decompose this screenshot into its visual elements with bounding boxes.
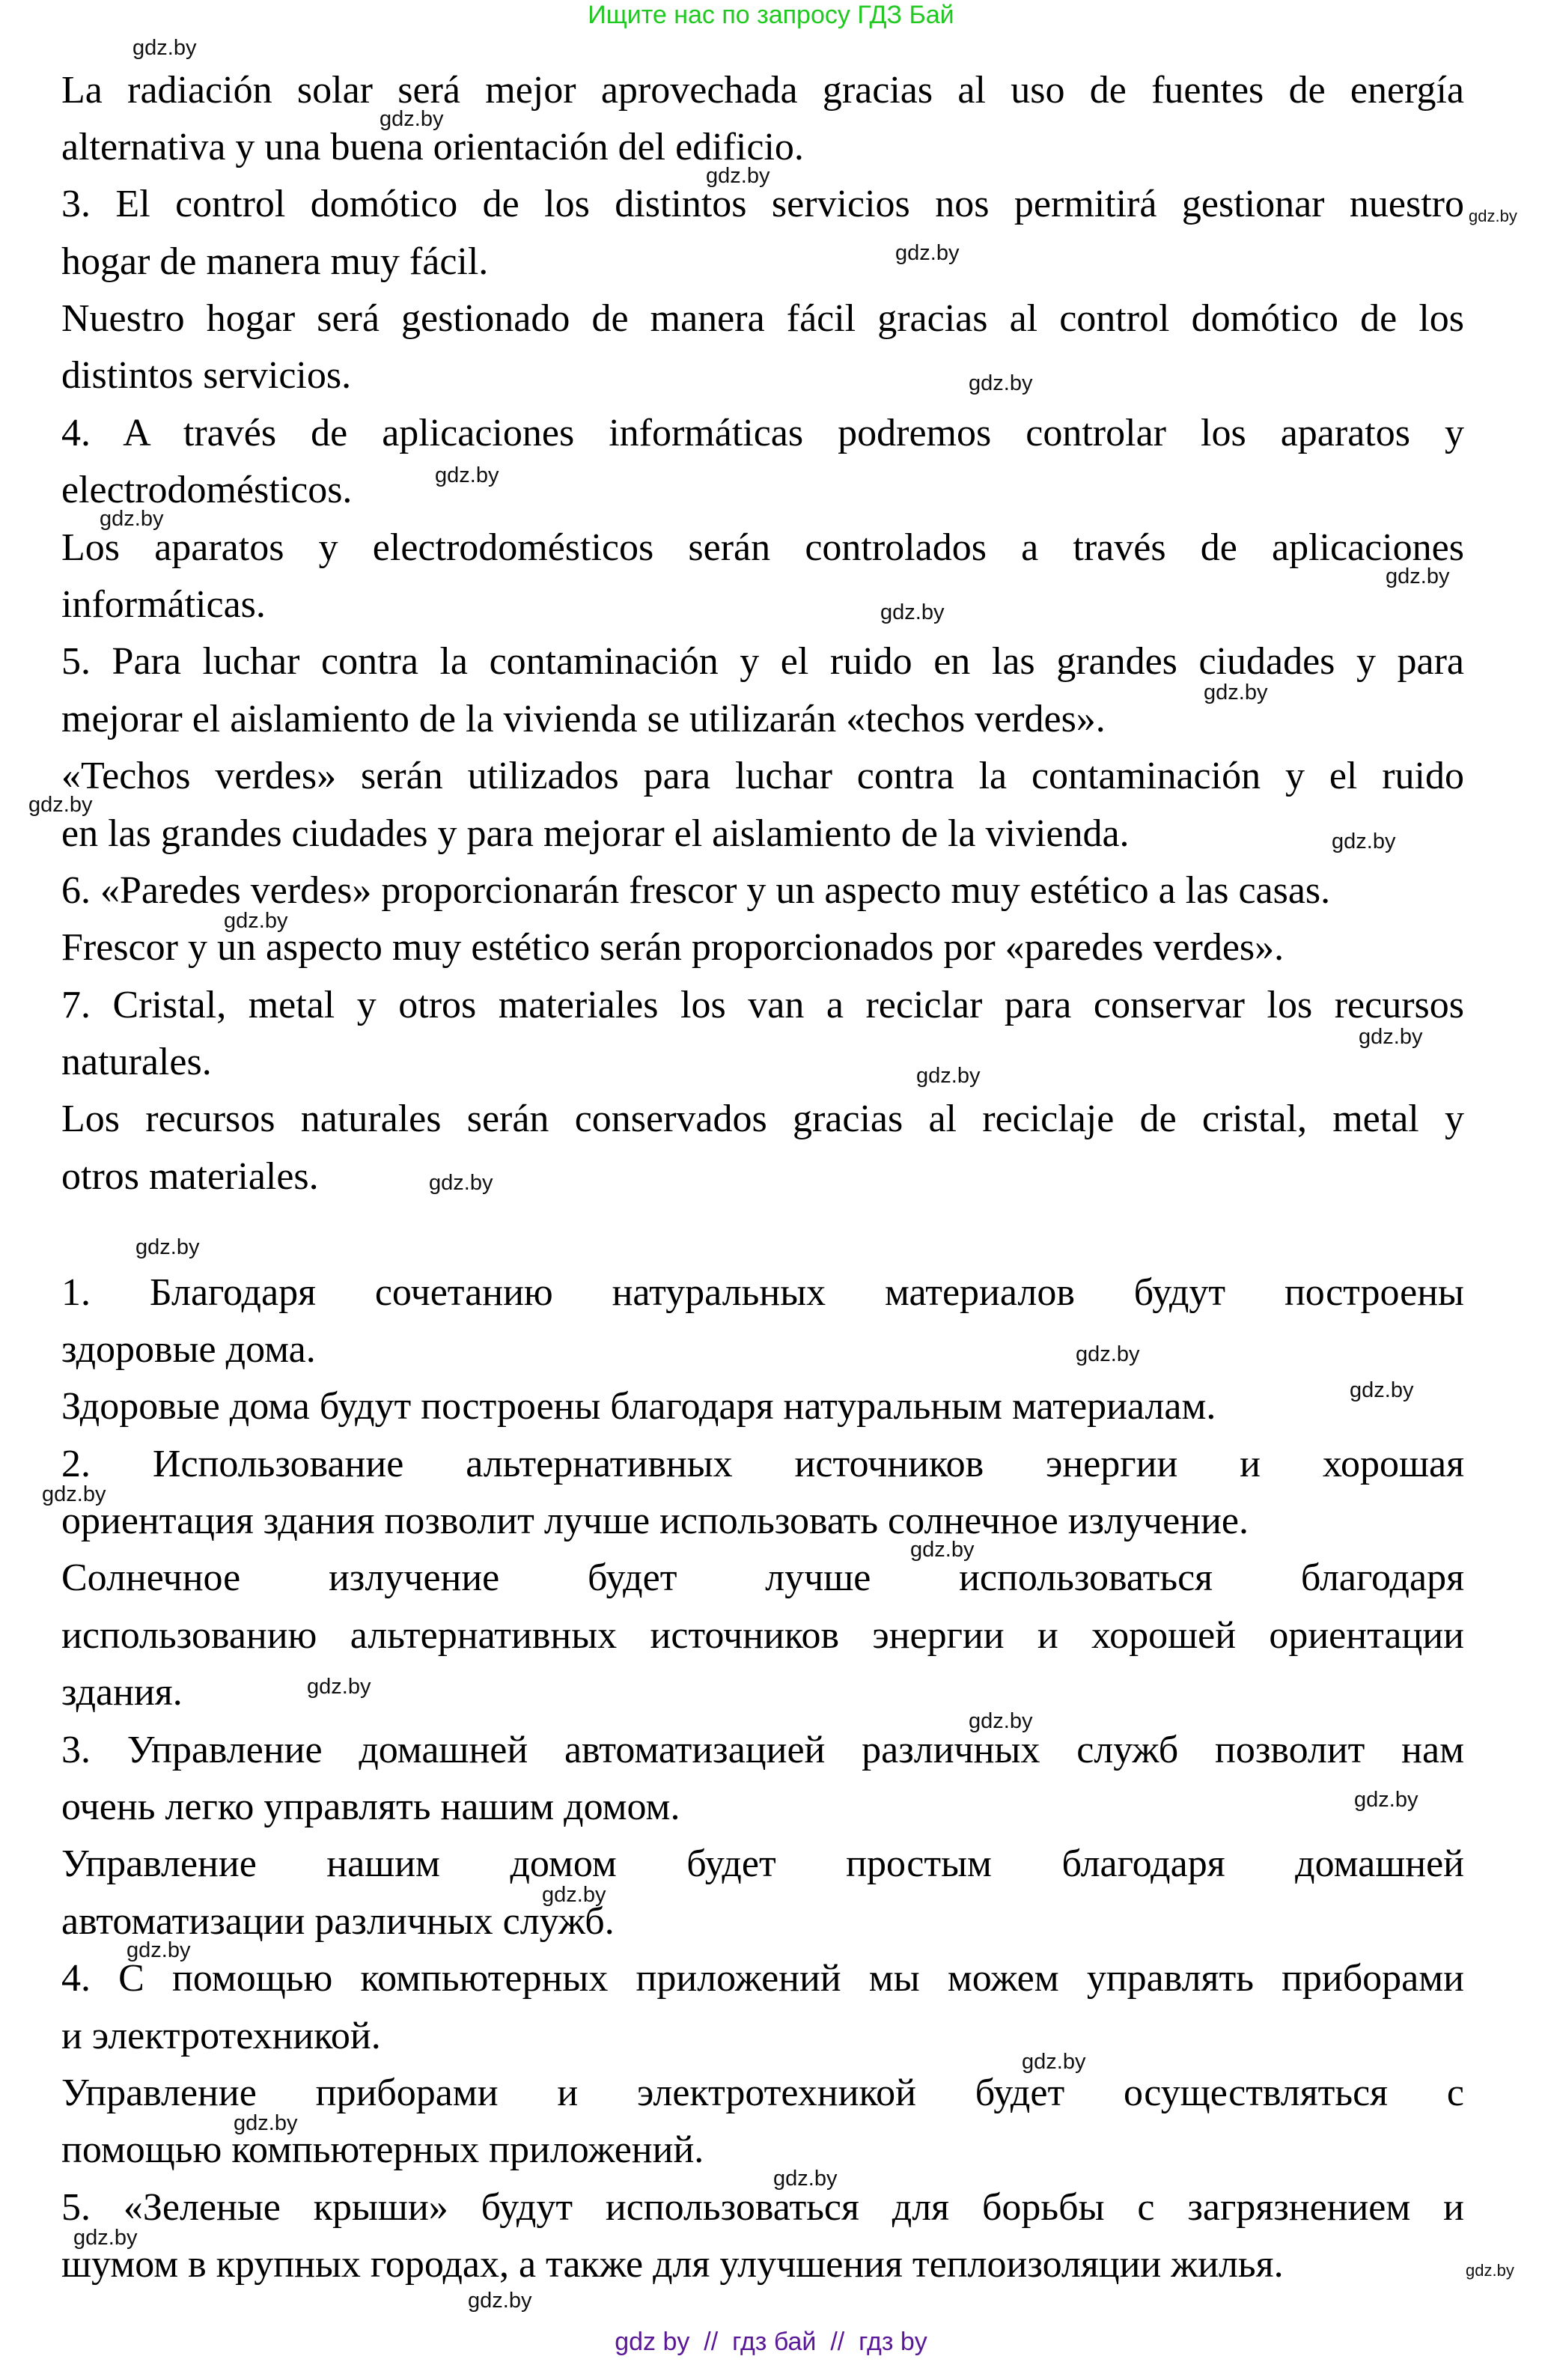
text-line: otros materiales. [61, 1155, 319, 1198]
text-line: en las grandes ciudades y para mejorar el aislamiento de la vivienda. [61, 812, 1130, 855]
text-line: 1. Благодаря сочетанию натуральных материалов будут построены [61, 1271, 1464, 1314]
watermark: gdz.by [1469, 207, 1517, 225]
watermark: gdz.by [1466, 2261, 1514, 2280]
watermark: gdz.by [380, 107, 444, 131]
text-line: «Techos verdes» serán utilizados para luchar contra la contaminación y el ruido [61, 755, 1464, 797]
text-line: Управление нашим домом будет простым благодаря домашней [61, 1842, 1464, 1885]
text-line: Frescor y un aspecto muy estético serán proporcionados por «paredes verdes». [61, 926, 1285, 969]
watermark: gdz.by [42, 1482, 106, 1506]
text-line: alternativa y una buena orientación del edificio. [61, 126, 804, 168]
watermark: gdz.by [895, 241, 960, 265]
text-line: Здоровые дома будут построены благодаря натуральным материалам. [61, 1385, 1216, 1428]
text-line: electrodomésticos. [61, 469, 353, 511]
watermark: gdz.by [127, 1938, 191, 1962]
text-line: помощью компьютерных приложений. [61, 2128, 704, 2171]
watermark: gdz.by [429, 1171, 493, 1195]
text-line: distintos servicios. [61, 354, 352, 397]
text-line: hogar de manera muy fácil. [61, 240, 489, 283]
text-line: 5. «Зеленые крыши» будут использоваться для борьбы с загрязнением и [61, 2186, 1464, 2229]
text-line: informáticas. [61, 583, 266, 626]
watermark: gdz.by [880, 600, 945, 624]
text-line: Los aparatos y electrodomésticos serán controlados a través de aplicaciones [61, 526, 1464, 569]
text-line: Nuestro hogar será gestionado de manera fácil gracias al control domótico de los [61, 297, 1464, 340]
text-line: 3. El control domótico de los distintos servicios nos permitirá gestionar nuestro [61, 183, 1464, 225]
text-line: шумом в крупных городах, а также для улучшения теплоизоляции жилья. [61, 2243, 1284, 2286]
watermark: gdz.by [1350, 1378, 1414, 1402]
text-line: здания. [61, 1671, 183, 1714]
watermark: gdz.by [100, 507, 164, 531]
watermark: gdz.by [224, 909, 288, 933]
text-line: Управление приборами и электротехникой будет осуществляться с [61, 2072, 1464, 2114]
watermark: gdz.by [28, 793, 93, 817]
watermark: gdz.by [773, 2167, 838, 2191]
footer-links[interactable]: gdz by // гдз бай // гдз by [615, 2328, 927, 2356]
watermark: gdz.by [468, 2289, 532, 2313]
watermark: gdz.by [1076, 1342, 1140, 1366]
watermark: gdz.by [1332, 830, 1396, 853]
text-line: очень легко управлять нашим домом. [61, 1786, 680, 1828]
text-line: Los recursos naturales serán conservados gracias al reciclaje de cristal, metal y [61, 1098, 1464, 1140]
watermark: gdz.by [910, 1538, 975, 1562]
text-line: 4. С помощью компьютерных приложений мы можем управлять приборами [61, 1957, 1464, 2000]
text-line: La radiación solar será mejor aprovechada gracias al uso de fuentes de energía [61, 69, 1464, 112]
text-line: автоматизации различных служб. [61, 1900, 615, 1943]
watermark: gdz.by [706, 164, 770, 188]
text-line: использованию альтернативных источников энергии и хорошей ориентации [61, 1614, 1464, 1657]
text-line: и электротехникой. [61, 2015, 381, 2057]
watermark: gdz.by [135, 1235, 200, 1259]
watermark: gdz.by [132, 36, 197, 60]
text-line: 5. Para luchar contra la contaminación y el ruido en las grandes ciudades y para [61, 640, 1464, 683]
text-line: mejorar el aislamiento de la vivienda se utilizarán «techos verdes». [61, 698, 1106, 740]
watermark: gdz.by [1354, 1788, 1418, 1812]
watermark: gdz.by [435, 463, 499, 487]
text-line: 6. «Paredes verdes» proporcionarán frescor y un aspecto muy estético a las casas. [61, 869, 1331, 912]
text-line: здоровые дома. [61, 1328, 316, 1371]
watermark: gdz.by [916, 1064, 981, 1088]
watermark: gdz.by [307, 1675, 371, 1699]
watermark: gdz.by [1204, 681, 1268, 704]
text-line: 7. Cristal, metal y otros materiales los van a reciclar para conservar los recursos [61, 984, 1464, 1026]
search-hint-banner: Ищите нас по запросу ГДЗ Бай [588, 1, 954, 29]
text-line: 2. Использование альтернативных источников энергии и хорошая [61, 1443, 1464, 1485]
watermark: gdz.by [969, 371, 1033, 395]
watermark: gdz.by [234, 2111, 298, 2135]
watermark: gdz.by [73, 2226, 138, 2250]
text-line: naturales. [61, 1041, 212, 1083]
text-line: 3. Управление домашней автоматизацией различных служб позволит нам [61, 1729, 1464, 1771]
watermark: gdz.by [1022, 2050, 1086, 2074]
text-line: ориентация здания позволит лучше использовать солнечное излучение. [61, 1500, 1249, 1542]
text-line: Солнечное излучение будет лучше использоваться благодаря [61, 1556, 1464, 1599]
watermark: gdz.by [542, 1883, 606, 1907]
watermark: gdz.by [1386, 564, 1450, 588]
text-line: 4. A través de aplicaciones informáticas podremos controlar los aparatos y [61, 412, 1464, 454]
watermark: gdz.by [969, 1709, 1033, 1733]
watermark: gdz.by [1359, 1025, 1423, 1049]
